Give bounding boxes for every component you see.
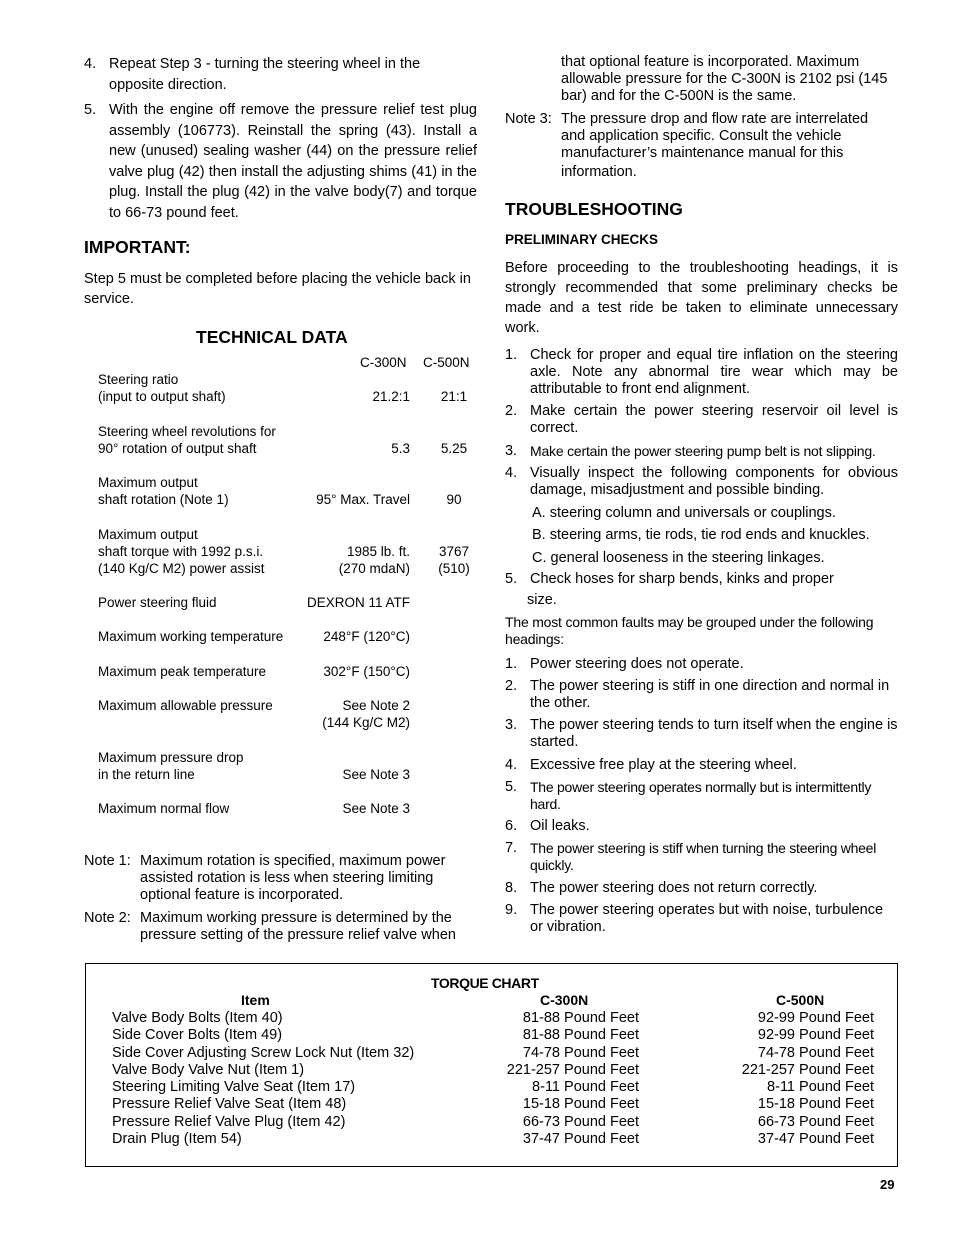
sub-check-a: A. steering column and universals or couplings. xyxy=(532,505,836,521)
table-cell-c300: 221-257 Pound Feet xyxy=(506,1061,639,1078)
fault-7: 7. The power steering is stiff when turning the steering wheel quickly. xyxy=(505,840,877,873)
table-cell-c300: 37-47 Pound Feet xyxy=(522,1131,639,1148)
check-4: 4. Visually inspect the following components for obvious damage, misadjustment and possible binding. xyxy=(505,465,898,498)
note-text: Maximum working pressure is determined by the pressure setting of the pressure relief valve when xyxy=(140,910,456,943)
torque-col-item: Item xyxy=(241,992,270,1008)
fault-3: 3. The power steering tends to turn itself when the engine is started. xyxy=(505,717,898,750)
note-label: Note 3: xyxy=(505,111,552,127)
fault-9: 9. The power steering operates but with noise, turbulence or vibration. xyxy=(505,902,884,935)
torque-col-c300: C-300N xyxy=(540,992,589,1008)
table-cell-c300: 74-78 Pound Feet xyxy=(522,1044,639,1061)
fault-1: 1. Power steering does not operate. xyxy=(505,656,744,672)
table-row-item: Pressure Relief Valve Seat (Item 48) xyxy=(112,1096,347,1113)
check-2: 2. Make certain the power steering reservoir oil level is correct. xyxy=(505,403,898,436)
step-4 xyxy=(84,54,477,95)
faults-intro: The most common faults may be grouped under the following headings: xyxy=(505,614,874,647)
sub-check-b: B. steering arms, tie rods, tie rod ends and knuckles. xyxy=(532,527,870,543)
torque-c500-column xyxy=(705,1010,874,1148)
td-row-steering-ratio: Steering ratio (input to output shaft) 21.2:1 21:1 xyxy=(98,372,468,404)
step-number: 4. xyxy=(84,56,97,72)
table-cell-c300: 66-73 Pound Feet xyxy=(522,1113,639,1130)
table-row-item: Side Cover Bolts (Item 49) xyxy=(112,1027,283,1044)
note-label: Note 2: xyxy=(84,910,131,926)
check-5: 5. Check hoses for sharp bends, kinks and proper xyxy=(505,571,834,587)
important-text: Step 5 must be completed before placing the vehicle back in service. xyxy=(84,271,471,307)
technical-data-heading: TECHNICAL DATA xyxy=(196,327,348,347)
fault-4: 4. Excessive free play at the steering wheel. xyxy=(505,757,797,773)
td-row-max-pressure-drop: Maximum pressure drop in the return line See Note 3 xyxy=(98,750,410,782)
table-cell-c300: 8-11 Pound Feet xyxy=(532,1079,639,1096)
check-1: 1. Check for proper and equal tire inflation on the steering axle. Note any abnormal tire wear which may be attributable to front end alignment. xyxy=(505,347,898,397)
torque-chart-title: TORQUE CHART xyxy=(431,975,539,991)
table-row-item: Valve Body Bolts (Item 40) xyxy=(112,1010,283,1026)
table-cell-c500: 66-73 Pound Feet xyxy=(757,1113,874,1130)
note-text: The pressure drop and flow rate are interrelated and application specific. Consult the vehicle manufacturer’s maintenance manual for this information. xyxy=(561,111,869,180)
note-1 xyxy=(84,853,484,904)
table-cell-c500: 15-18 Pound Feet xyxy=(757,1096,874,1113)
td-col-c500: C-500N xyxy=(423,355,470,370)
td-row-output-shaft-torque: Maximum output shaft torque with 1992 p.s.i. (140 Kg/C M2) power assist 1985 lb. ft. (270 mdaN) 3767 (510) xyxy=(98,527,470,576)
fault-8: 8. The power steering does not return correctly. xyxy=(505,880,818,896)
td-row-max-peak-temp: Maximum peak temperature 302°F (150°C) xyxy=(98,664,410,679)
table-cell-c500: 8-11 Pound Feet xyxy=(767,1079,874,1096)
step-number: 5. xyxy=(84,102,97,118)
td-row-power-steering-fluid: Power steering fluid DEXRON 11 ATF xyxy=(98,595,410,610)
preliminary-text: Before proceeding to the troubleshooting headings, it is strongly recommended that some preliminary checks be made and a test ride be taken to eliminate unnecessary work. xyxy=(505,260,898,336)
table-row-item: Valve Body Valve Nut (Item 1) xyxy=(112,1061,305,1078)
torque-items-column xyxy=(112,1010,462,1148)
preliminary-checks-heading: PRELIMINARY CHECKS xyxy=(505,232,659,247)
sub-check-c: C. general looseness in the steering linkages. xyxy=(532,550,825,566)
table-cell-c300: 15-18 Pound Feet xyxy=(522,1096,639,1113)
table-row-item: Pressure Relief Valve Plug (Item 42) xyxy=(112,1113,346,1130)
table-cell-c500: 37-47 Pound Feet xyxy=(757,1131,874,1148)
note-2 xyxy=(84,910,484,944)
torque-c300-column xyxy=(470,1010,639,1148)
troubleshooting-heading: TROUBLESHOOTING xyxy=(505,199,683,219)
torque-col-c500: C-500N xyxy=(776,992,825,1008)
td-row-max-normal-flow: Maximum normal flow See Note 3 xyxy=(98,801,410,816)
note-text: Maximum rotation is specified, maximum power assisted rotation is less when steering limiting optional feature is incorporated. xyxy=(140,853,446,903)
table-row-item: Drain Plug (Item 54) xyxy=(112,1131,242,1148)
table-cell-c500: 92-99 Pound Feet xyxy=(757,1027,874,1044)
td-row-max-allowable-pressure: Maximum allowable pressure See Note 2 (144 Kg/C M2) xyxy=(98,698,410,730)
td-row-output-shaft-rotation: Maximum output shaft rotation (Note 1) 95° Max. Travel 90 xyxy=(98,475,462,507)
table-row-item: Side Cover Adjusting Screw Lock Nut (Item 32) xyxy=(112,1044,415,1061)
td-col-c300: C-300N xyxy=(360,355,407,370)
check-3: 3. Make certain the power steering pump belt is not slipping. xyxy=(505,443,876,459)
td-row-wheel-revolutions: Steering wheel revolutions for 90° rotation of output shaft 5.3 5.25 xyxy=(98,424,468,456)
table-cell-c300: 81-88 Pound Feet xyxy=(522,1010,639,1026)
fault-6: 6. Oil leaks. xyxy=(505,818,590,834)
note-3 xyxy=(505,111,905,181)
note-2-continued: that optional feature is incorporated. Maximum allowable pressure for the C-300N is 2102 psi (145 bar) and for the C-500N is the same. xyxy=(561,54,888,104)
td-row-max-working-temp: Maximum working temperature 248°F (120°C) xyxy=(98,629,410,644)
page-number: 29 xyxy=(880,1177,895,1192)
table-cell-c500: 92-99 Pound Feet xyxy=(757,1010,874,1026)
step-text: Repeat Step 3 - turning the steering wheel in the opposite direction. xyxy=(109,56,421,93)
check-5-continued: size. xyxy=(527,592,557,608)
note-label: Note 1: xyxy=(84,853,131,869)
table-cell-c300: 81-88 Pound Feet xyxy=(522,1027,639,1044)
table-row-item: Steering Limiting Valve Seat (Item 17) xyxy=(112,1079,356,1096)
fault-5: 5. The power steering operates normally but is intermittently hard. xyxy=(505,779,872,812)
table-cell-c500: 74-78 Pound Feet xyxy=(757,1044,874,1061)
step-5 xyxy=(84,100,477,223)
table-cell-c500: 221-257 Pound Feet xyxy=(741,1061,874,1078)
fault-2: 2. The power steering is stiff in one direction and normal in the other. xyxy=(505,678,890,711)
important-heading: IMPORTANT: xyxy=(84,237,191,257)
step-text: With the engine off remove the pressure relief test plug assembly (106773). Reinstall the spring (43). Install a new (unused) sealing washer (44) on the pressure relief valve plug (42) then install the adjusting shims (41) in the plug. Install the plug (42) in the valve body(7) and torque to 66-73 pound feet. xyxy=(109,102,477,221)
